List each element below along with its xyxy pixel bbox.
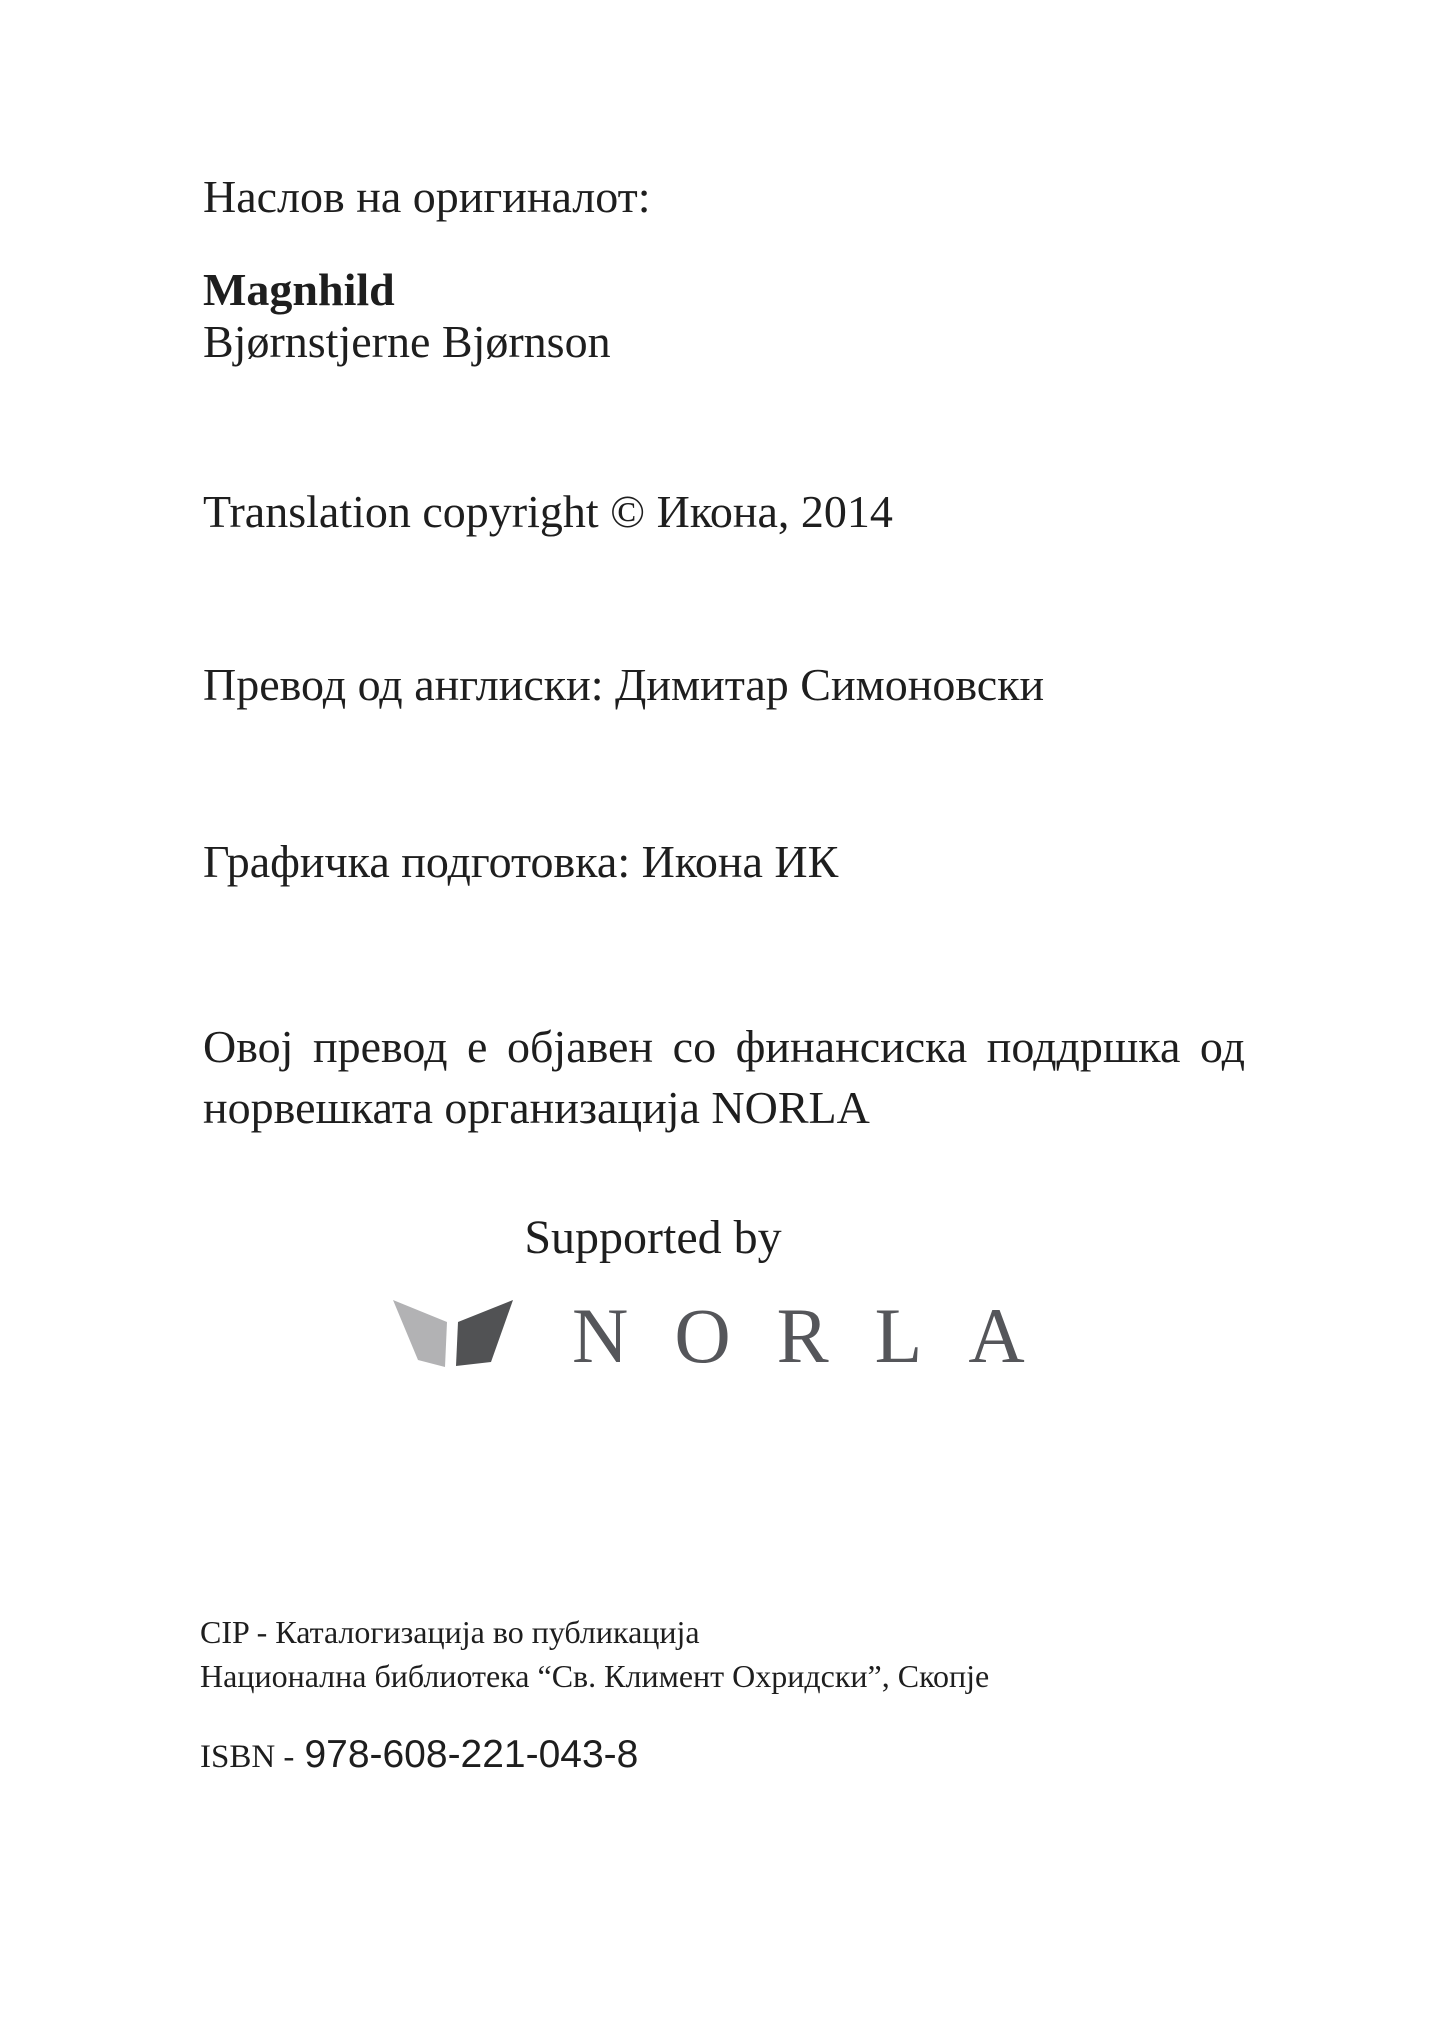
norla-wordmark: NORLA: [572, 1292, 1071, 1379]
norla-mark-right-wing: [456, 1300, 513, 1366]
cip-block: [200, 1610, 989, 1698]
isbn-number: 978-608-221-043-8: [304, 1733, 639, 1776]
original-title-label: Наслов на оригиналот:: [203, 171, 651, 222]
translator-line: Превод од англиски: Димитар Симоновски: [203, 659, 1045, 710]
graphic-preparation-line: Графичка подготовка: Икона ИК: [203, 836, 839, 887]
isbn-line: [200, 1733, 638, 1777]
isbn-label: ISBN -: [200, 1739, 295, 1775]
book-title: Magnhild: [203, 264, 395, 315]
funding-statement-line-2: норвешката организација NORLA: [203, 1082, 870, 1133]
funding-statement-line-1: Овој превод е објавен со финансиска поддршка од: [203, 1021, 1245, 1072]
norla-open-book-icon: [393, 1300, 513, 1367]
book-author: Bjørnstjerne Bjørnson: [203, 316, 611, 367]
supported-by-label: Supported by: [524, 1211, 782, 1264]
norla-mark-left-wing: [393, 1300, 447, 1367]
cip-line-1: CIP - Каталогизација во публикација: [200, 1614, 700, 1650]
translation-copyright-line: Translation copyright © Икона, 2014: [203, 486, 893, 537]
title-author-block: [203, 264, 611, 368]
cip-line-2: Национална библиотека “Св. Климент Охридски”, Скопје: [200, 1658, 990, 1694]
